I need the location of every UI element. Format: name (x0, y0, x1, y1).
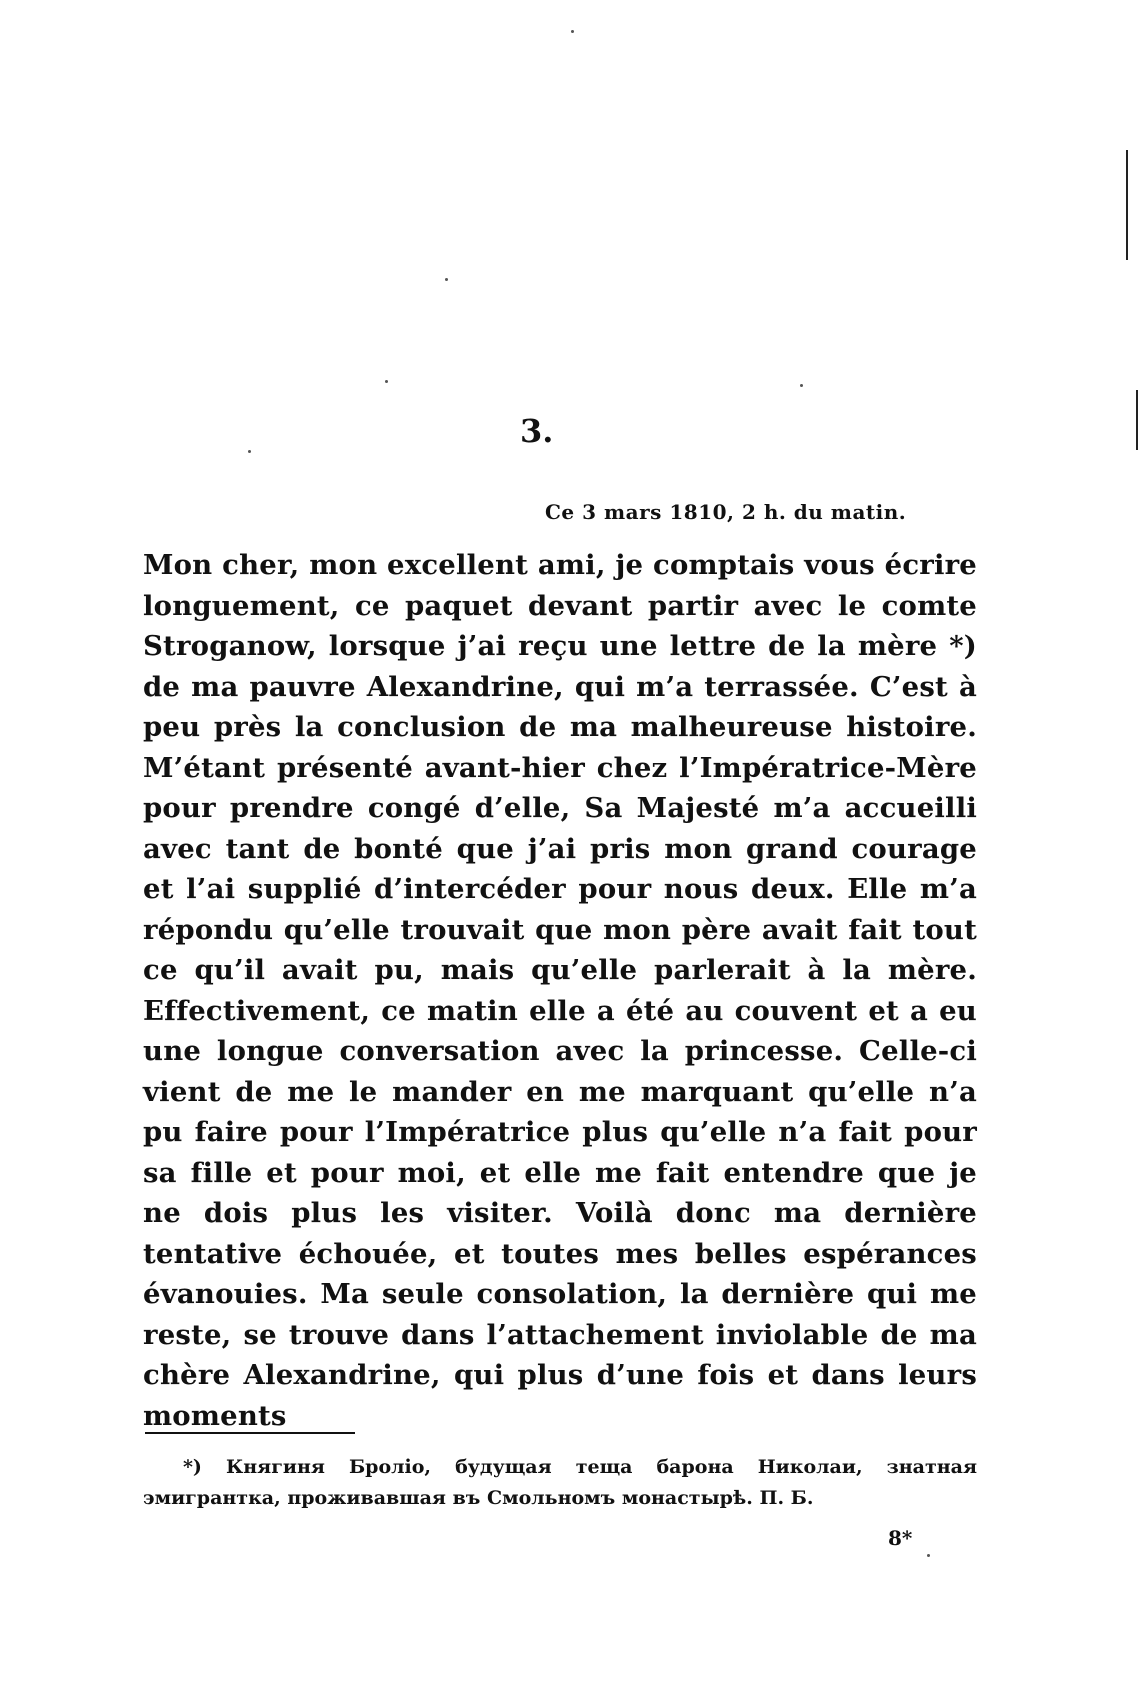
scan-speck (927, 1554, 930, 1557)
scan-speck (445, 278, 448, 281)
scan-edge-line (1136, 390, 1138, 450)
footnote: *) Княгиня Бролiо, будущая теща барона Николаи, знатная эмигрантка, проживавшая въ Смольномъ монастырѣ. П. Б. (143, 1456, 977, 1509)
letter-number: 3. (520, 412, 554, 450)
footnote-divider (145, 1432, 355, 1434)
scan-speck (248, 450, 251, 453)
letter-dateline: Ce 3 mars 1810, 2 h. du matin. (545, 500, 907, 524)
signature-mark: 8* (888, 1526, 913, 1550)
letter-body: Mon cher, mon excellent ami, je comptais vous écrire longuement, ce paquet devant partir avec le comte Stroganow, lorsque j’ai reçu une lettre de la mère *) de ma pauvre Alexandrine, qui m’a terrassée. C’est à peu près la conclusion de ma malheureuse histoire. M’étant présenté avant-hier chez l’Impératrice-Mère pour prendre congé d’elle, Sa Majesté m’a accueilli avec tant de bonté que j’ai pris mon grand courage et l’ai supplié d’intercéder pour nous deux. Elle m’a répondu qu’elle trouvait que mon père avait fait tout ce qu’il avait pu, mais qu’elle parlerait à la mère. Effectivement, ce matin elle a été au couvent et a eu une longue conversation avec la princesse. Celle-ci vient de me le mander en me marquant qu’elle n’a pu faire pour l’Impératrice plus qu’elle n’a fait pour sa fille et pour moi, et elle me fait entendre que je ne dois plus les visiter. Voilà donc ma dernière tentative échouée, et toutes mes belles espérances évanouies. Ma seule consolation, la dernière qui me reste, se trouve dans l’attachement inviolable de ma chère Alexandrine, qui plus d’une fois et dans leurs moments (143, 549, 977, 1432)
scan-speck (800, 384, 803, 387)
scan-edge-line (1126, 150, 1128, 260)
scan-speck (571, 30, 574, 33)
scan-speck (385, 380, 388, 383)
